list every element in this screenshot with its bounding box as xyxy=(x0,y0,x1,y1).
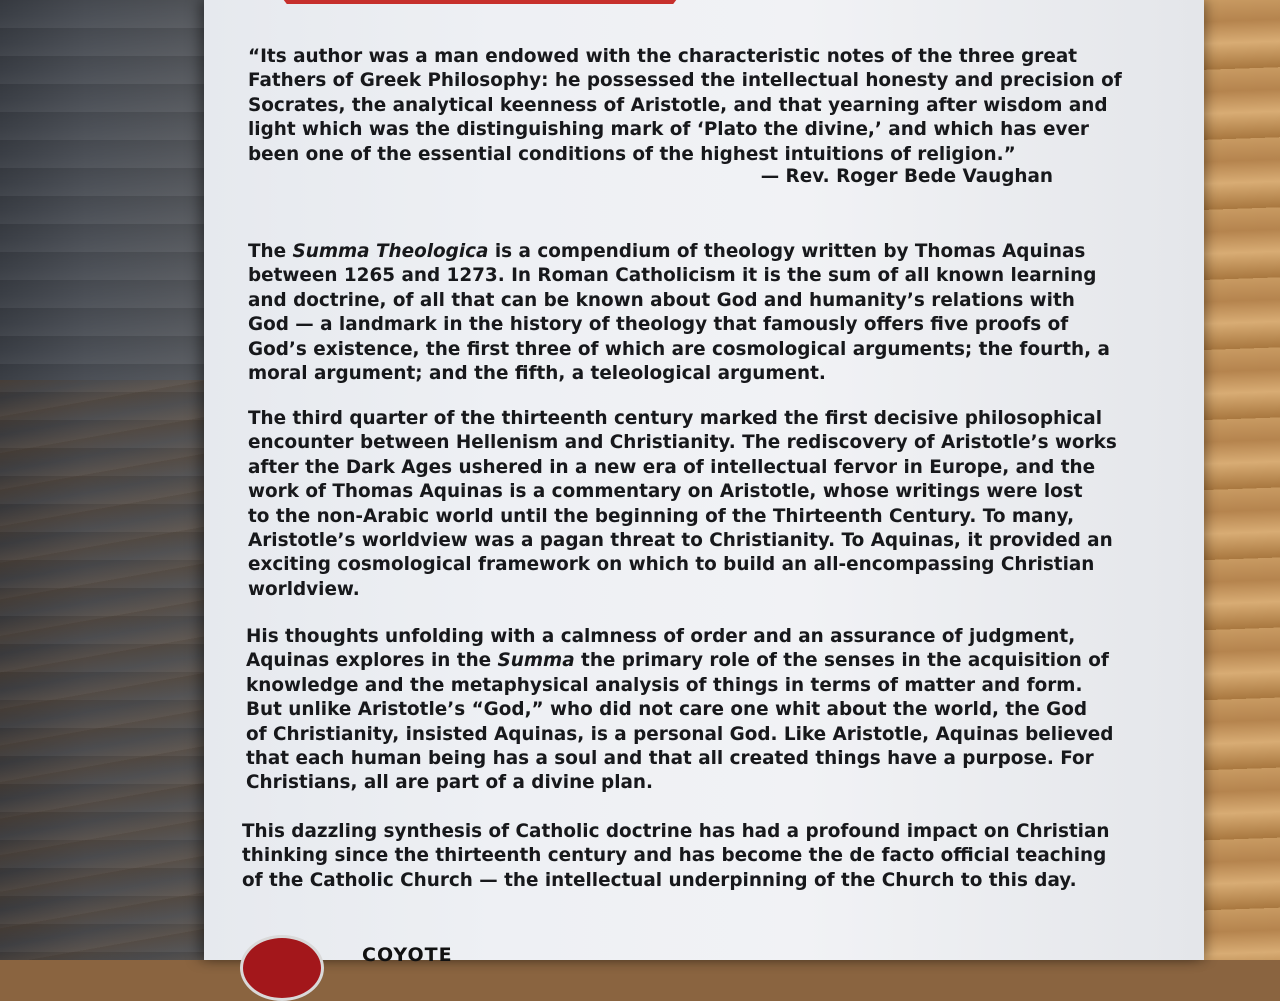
paragraph-line: Aristotle’s worldview was a pagan threat to Christianity. To Aquinas, it provided an xyxy=(248,530,1113,552)
paragraph-line: knowledge and the metaphysical analysis of things in terms of matter and form. xyxy=(246,674,1083,696)
paragraph-line: worldview. xyxy=(248,578,360,600)
quote-line: “Its author was a man endowed with the characteristic notes of the three great xyxy=(248,46,1078,67)
paragraph-line: exciting cosmological framework on which to build an all-encompassing Christian xyxy=(248,554,1095,576)
quote-line: Socrates, the analytical keenness of Aristotle, and that yearning after wisdom and xyxy=(248,94,1108,116)
quote-line: light which was the distinguishing mark of ‘Plato the divine,’ and which has ever xyxy=(248,119,1090,141)
title-graphic xyxy=(270,0,690,4)
paragraph-synthesis-impact xyxy=(242,820,1110,893)
paragraph-line: and doctrine, of all that can be known about God and humanity’s relations with xyxy=(248,289,1075,311)
paragraph-aquinas-thought xyxy=(246,625,1114,796)
book-title-italic: Summa Theologica xyxy=(292,241,489,262)
paragraph-line: Aquinas explores in the Summa the primary role of the senses in the acquisition of xyxy=(246,650,1109,672)
paragraph-line: But unlike Aristotle’s “God,” who did not care one whit about the world, the God xyxy=(246,699,1088,721)
paragraph-line: between 1265 and 1273. In Roman Catholicism it is the sum of all known learning xyxy=(248,265,1097,287)
paragraph-summa-intro xyxy=(248,240,1110,386)
quote-attribution: — Rev. Roger Bede Vaughan xyxy=(760,166,1053,187)
epigraph-quote xyxy=(248,45,1122,167)
paragraph-historical-context xyxy=(248,407,1117,602)
wooden-table-right xyxy=(1198,0,1280,960)
paragraph-line: Christians, all are part of a divine plan. xyxy=(246,772,653,794)
paragraph-line: after the Dark Ages ushered in a new era of intellectual fervor in Europe, and the xyxy=(248,456,1096,478)
paragraph-line: The Summa Theologica is a compendium of theology written by Thomas Aquinas xyxy=(248,241,1086,262)
paragraph-line: God’s existence, the first three of which are cosmological arguments; the fourth, a xyxy=(248,338,1110,360)
paragraph-line: This dazzling synthesis of Catholic doctrine has had a profound impact on Christian xyxy=(242,821,1110,842)
publisher-logo-text: COYOTE xyxy=(362,944,453,966)
paragraph-line: to the non-Arabic world until the beginning of the Thirteenth Century. To many, xyxy=(248,505,1075,527)
book-title-italic: Summa xyxy=(497,650,575,672)
publisher-seal-icon xyxy=(240,935,324,1001)
paragraph-line: thinking since the thirteenth century and has become the de facto official teaching xyxy=(242,845,1107,867)
paragraph-line: God — a landmark in the history of theology that famously offers five proofs of xyxy=(248,314,1069,336)
wooden-table-left xyxy=(0,0,215,960)
paragraph-line: The third quarter of the thirteenth century marked the first decisive philosophical xyxy=(248,408,1103,429)
paragraph-line: His thoughts unfolding with a calmness of order and an assurance of judgment, xyxy=(246,626,1076,647)
paragraph-line: encounter between Hellenism and Christianity. The rediscovery of Aristotle’s works xyxy=(248,432,1117,454)
paragraph-line: moral argument; and the fifth, a teleological argument. xyxy=(248,363,826,385)
paragraph-line: work of Thomas Aquinas is a commentary on Aristotle, whose writings were lost xyxy=(248,481,1083,503)
paragraph-line: of the Catholic Church — the intellectual underpinning of the Church to this day. xyxy=(242,869,1077,891)
quote-line: been one of the essential conditions of the highest intuitions of religion.” xyxy=(248,143,1016,165)
paragraph-line: that each human being has a soul and that all created things have a purpose. For xyxy=(246,748,1094,770)
paragraph-line: of Christianity, insisted Aquinas, is a personal God. Like Aristotle, Aquinas believed xyxy=(246,723,1114,745)
quote-line: Fathers of Greek Philosophy: he possessed the intellectual honesty and precision of xyxy=(248,70,1122,92)
